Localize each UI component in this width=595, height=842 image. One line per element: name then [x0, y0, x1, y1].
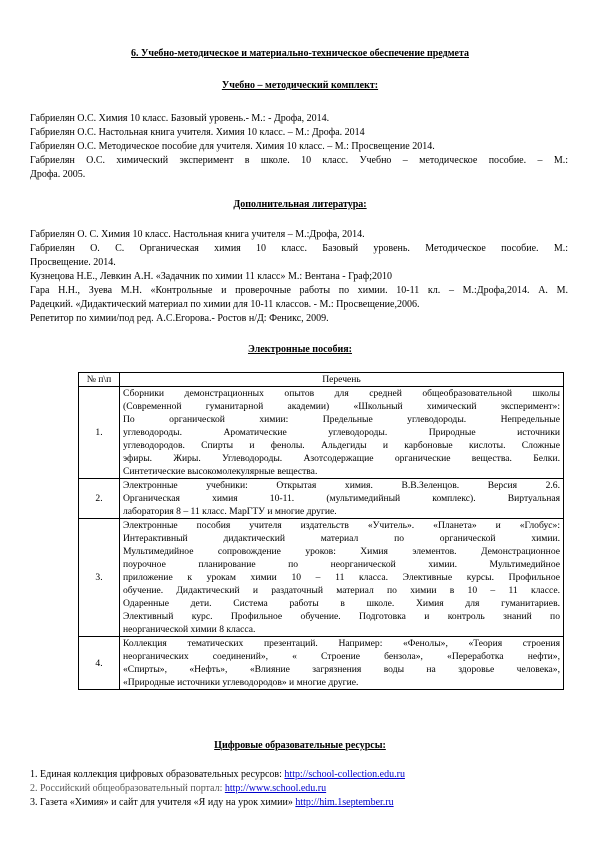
row-text-line: (Современной гуманитарной академии) «Школьный химический эксперимент»: — [123, 401, 560, 412]
additional-item: Габриелян О. С. Химия 10 класс. Настольная книга учителя – М.:Дрофа, 2014. — [30, 229, 365, 240]
row-text-line: углеводородов. Спирты и фенолы. Альдегиды и карбоновые кислоты. Сложные — [123, 440, 560, 451]
additional-item-cont: Просвещение. 2014. — [30, 257, 116, 268]
row-text-line: Электронные учебники: Открытая химия. В.В.Зеленцов. Версия 2.6. — [123, 480, 560, 491]
row-text-line: приложение к урокам химии 10 – 11 класса. Элективные курсы. Профильное — [123, 572, 560, 583]
row-number: 4. — [79, 637, 120, 690]
kit-item: Габриелян О.С. Настольная книга учителя. Химия 10 класс. – М.: Дрофа. 2014 — [30, 127, 365, 138]
digital-item-text: 1. Единая коллекция цифровых образовательных ресурсов: — [30, 769, 285, 780]
row-text-line: Органическая химия 10-11. (мультимедийный комплекс). Виртуальная — [123, 493, 560, 504]
table-header-row — [79, 373, 564, 387]
row-text-line: поурочное планирование по неорганической химии. Мультимедийное — [123, 559, 560, 570]
digital-item — [30, 796, 394, 809]
table-row — [79, 479, 564, 519]
row-text-line: Интерактивный дидактический материал по органической химии. — [123, 533, 560, 544]
row-text-line: неорганических соединений», « Строение бензола», «Переработка нефти», — [123, 651, 560, 662]
additional-item: Радецкий. «Дидактический материал по химии для 10-11 классов. - М.: Просвещение,2006. — [30, 299, 420, 310]
column-header-number: № п\п — [79, 373, 120, 387]
row-number: 2. — [79, 479, 120, 519]
row-text-line: Сборники демонстрационных опытов для средней общеобразовательной школы — [123, 388, 560, 399]
row-text-line: лаборатория 8 – 11 класс. МарГТУ и многие другие. — [123, 506, 337, 517]
digital-item — [30, 782, 326, 795]
row-description — [120, 479, 564, 519]
row-text-line: По органической химии: Предельные углеводороды. Непредельные — [123, 414, 560, 425]
digital-title: Цифровые образовательные ресурсы: — [214, 740, 386, 751]
row-text-line: Мультимедийное сопровождение уроков: Химия элементов. Демонстрационное — [123, 546, 560, 557]
digital-item-text: 2. Российский общеобразовательный портал: — [30, 783, 225, 794]
row-text-line: эфиры. Жиры. Углеводороды. Азотсодержащие органические вещества. Белки. — [123, 453, 560, 464]
kit-item-cont: Дрофа. 2005. — [30, 169, 86, 180]
digital-item — [30, 768, 405, 781]
column-header-list: Перечень — [120, 373, 564, 387]
row-text-line: углеводороды. Ароматические углеводороды. Природные источники — [123, 427, 560, 438]
row-number: 1. — [79, 387, 120, 479]
additional-item: Габриелян О. С. Органическая химия 10 класс. Базовый уровень. Методическое пособие. М.: — [30, 243, 568, 254]
digital-link[interactable]: http://school-collection.edu.ru — [284, 769, 405, 780]
electronic-title: Электронные пособия: — [247, 344, 353, 355]
row-text-line: «Природные источники углеводородов» и многие другие. — [123, 677, 359, 688]
row-description — [120, 637, 564, 690]
kit-title: Учебно – методический комплект: — [221, 80, 379, 91]
row-text-line: Элективный курс. Профильное обучение. Подготовка и контроль знаний по — [123, 611, 560, 622]
additional-title: Дополнительная литература: — [233, 199, 367, 210]
electronic-resources-table — [78, 372, 564, 690]
row-text-line: Одаренные дети. Система работы в школе. Химия для гуманитариев. — [123, 598, 560, 609]
digital-link[interactable]: http://www.school.edu.ru — [224, 783, 327, 794]
row-description — [120, 519, 564, 637]
table-row — [79, 637, 564, 690]
digital-link[interactable]: http://him.1september.ru — [295, 797, 394, 808]
row-text-line: неорганической химии 8 класса. — [123, 624, 256, 635]
row-description — [120, 387, 564, 479]
section-title: 6. Учебно-методическое и материально-техническое обеспечение предмета — [131, 48, 469, 59]
row-text-line: обучение. Дидактический и раздаточный материал по химии в 10 – 11 классе. — [123, 585, 560, 596]
table-row — [79, 519, 564, 637]
kit-item: Габриелян О.С. химический эксперимент в школе. 10 класс. Учебно – методическое пособие. – М.: — [30, 155, 568, 166]
row-text-line: Коллекция тематических презентаций. Например: «Фенолы», «Теория строения — [123, 638, 560, 649]
table-row — [79, 387, 564, 479]
additional-item: Гара Н.Н., Зуева М.Н. «Контрольные и проверочные работы по химии. 10-11 кл. – М.:Дрофа,2014. А. М. — [30, 285, 568, 296]
row-text-line: Синтетические высокомолекулярные вещества. — [123, 466, 318, 477]
additional-item: Кузнецова Н.Е., Левкин А.Н. «Задачник по химии 11 класс» М.: Вентана - Граф;2010 — [30, 271, 392, 282]
row-number: 3. — [79, 519, 120, 637]
kit-item: Габриелян О.С. Методическое пособие для учителя. Химия 10 класс. – М.: Просвещение 2014. — [30, 141, 435, 152]
additional-item: Репетитор по химии/под ред. А.С.Егорова.- Ростов н/Д: Феникс, 2009. — [30, 313, 329, 324]
digital-item-text: 3. Газета «Химия» и сайт для учителя «Я иду на урок химии» — [30, 797, 296, 808]
row-text-line: «Спирты», «Нефть», «Влияние загрязнения воды на здоровье человека», — [123, 664, 560, 675]
row-text-line: Электронные пособия учителя издательств «Учитель». «Планета» и «Глобус»: — [123, 520, 560, 531]
kit-item: Габриелян О.С. Химия 10 класс. Базовый уровень.- М.: - Дрофа, 2014. — [30, 113, 330, 124]
